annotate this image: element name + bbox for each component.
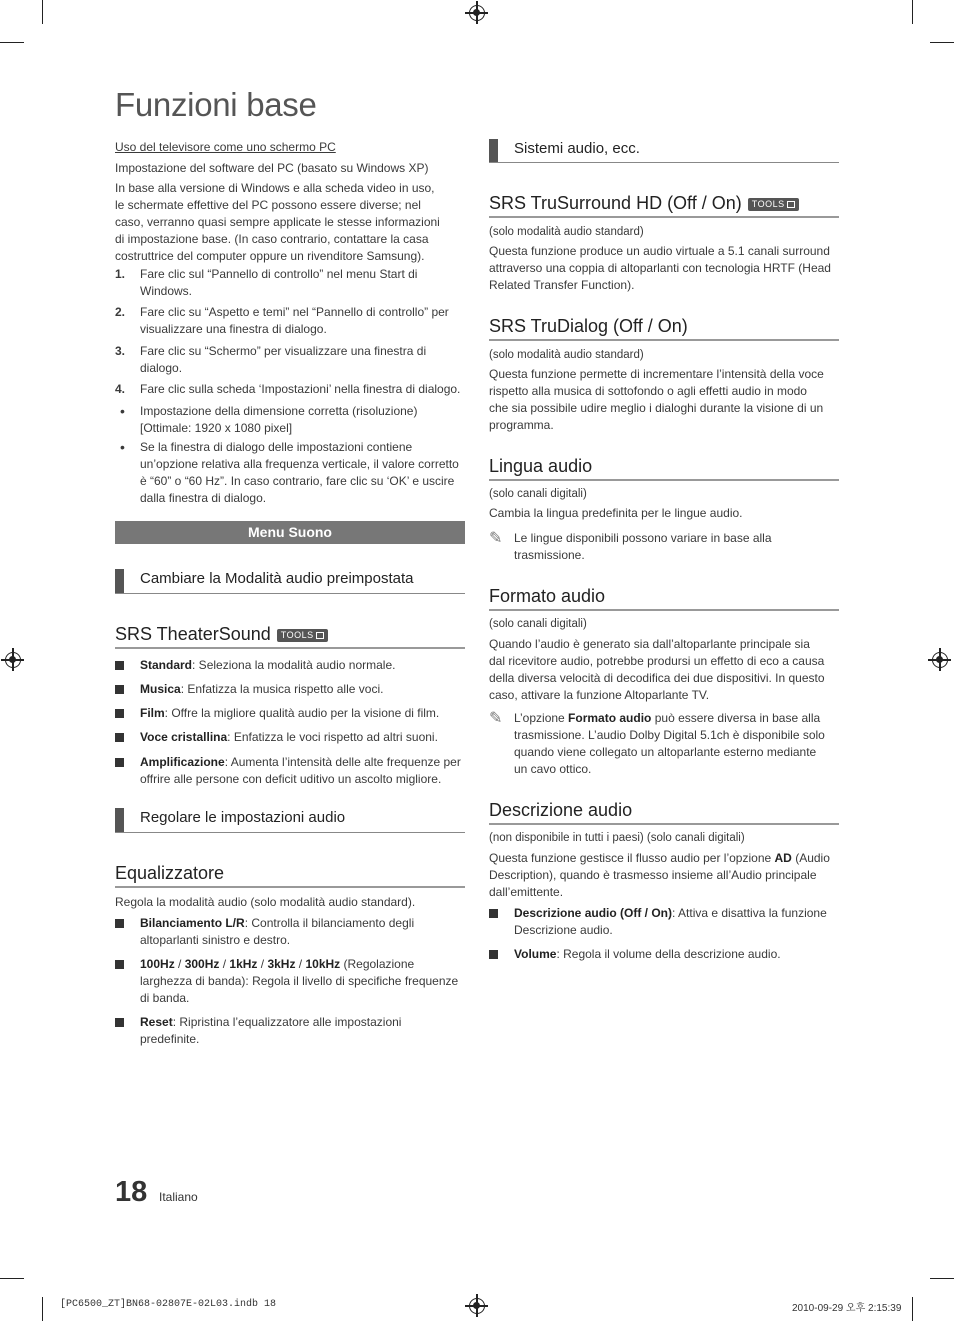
trusurround-heading: SRS TruSurround HD (Off / On) TOOLS <box>489 193 839 218</box>
formato-body: Quando l’audio è generato sia dall’altoparlante principale sia dal ricevitore audio, potrebbe prodursi un effetto di eco a causa della diversa velocità di decodifica dei due dispositivi. In questo caso, attivare la funzione Altoparlante TV. <box>489 637 825 702</box>
pc-intro: In base alla versione di Windows e alla scheda video in uso, le schermate effettive del PC possono essere diverse; nel caso, verranno quasi sempre applicate le stesse informazioni di impostazione base. (In caso contrario, contattare la casa costruttrice del computer oppure un rivenditore Samsung). <box>115 181 440 263</box>
descrizione-note: (non disponibile in tutti i paesi) (solo canali digitali) <box>489 832 745 844</box>
page-title: Funzioni base <box>115 86 317 123</box>
registration-mark-icon <box>5 652 21 668</box>
language-label: Italiano <box>159 1190 198 1204</box>
crop-mark <box>42 1297 43 1321</box>
tools-icon: TOOLS <box>277 629 328 642</box>
footer-date: 2010-09-29 오후 2:15:39 <box>792 1303 902 1314</box>
pc-section-title: Uso del televisore come uno schermo PC <box>115 140 336 154</box>
srs-theatersound-heading: SRS TheaterSound TOOLS <box>115 624 465 649</box>
crop-mark <box>912 0 913 24</box>
registration-mark-icon <box>932 652 948 668</box>
subsection-header: Cambiare la Modalità audio preimpostata <box>115 569 465 594</box>
footer-file: [PC6500_ZT]BN68-02807E-02L03.indb 18 <box>60 1299 277 1310</box>
crop-mark <box>0 1278 24 1279</box>
formato-note: (solo canali digitali) <box>489 618 587 630</box>
menu-suono-bar: Menu Suono <box>115 521 465 544</box>
crop-mark <box>912 1297 913 1321</box>
lingua-body: Cambia la lingua predefinita per le lingue audio. <box>489 506 743 520</box>
lingua-note: (solo canali digitali) <box>489 488 587 500</box>
registration-mark-icon <box>469 1298 485 1314</box>
eq-intro: Regola la modalità audio (solo modalità audio standard). <box>115 895 416 909</box>
formato-audio-heading: Formato audio <box>489 586 839 611</box>
tools-icon: TOOLS <box>748 198 799 211</box>
note-pencil-icon: ✎ <box>489 710 503 727</box>
crop-mark <box>930 1278 954 1279</box>
trudialog-body: Questa funzione permette di incrementare l’intensità della voce rispetto alla musica di sottofondo o agli effetti audio in modo che sia possibile udire meglio i dialoghi durante la visione di un programma. <box>489 367 824 432</box>
descrizione-body: Questa funzione gestisce il flusso audio per l’opzione AD (Audio Description), quando è trasmesso insieme all’Audio principale dall’emittente. <box>489 851 830 899</box>
descrizione-audio-heading: Descrizione audio <box>489 800 839 825</box>
trusurround-note: (solo modalità audio standard) <box>489 226 644 238</box>
note-pencil-icon: ✎ <box>489 530 503 547</box>
subsection-header: Regolare le impostazioni audio <box>115 808 465 833</box>
registration-mark-icon <box>469 5 485 21</box>
crop-mark <box>930 42 954 43</box>
pc-subtitle: Impostazione del software del PC (basato su Windows XP) <box>115 161 429 175</box>
trudialog-heading: SRS TruDialog (Off / On) <box>489 316 839 341</box>
crop-mark <box>0 42 24 43</box>
page-number: 18 <box>115 1176 148 1208</box>
equalizzatore-heading: Equalizzatore <box>115 863 465 888</box>
crop-mark <box>42 0 43 24</box>
lingua-audio-heading: Lingua audio <box>489 456 839 481</box>
subsection-header: Sistemi audio, ecc. <box>489 139 839 163</box>
trudialog-note: (solo modalità audio standard) <box>489 349 644 361</box>
trusurround-body: Questa funzione produce un audio virtuale a 5.1 canali surround attraverso una coppia di altoparlanti con tecnologia HRTF (Head Related Transfer Function). <box>489 244 831 292</box>
